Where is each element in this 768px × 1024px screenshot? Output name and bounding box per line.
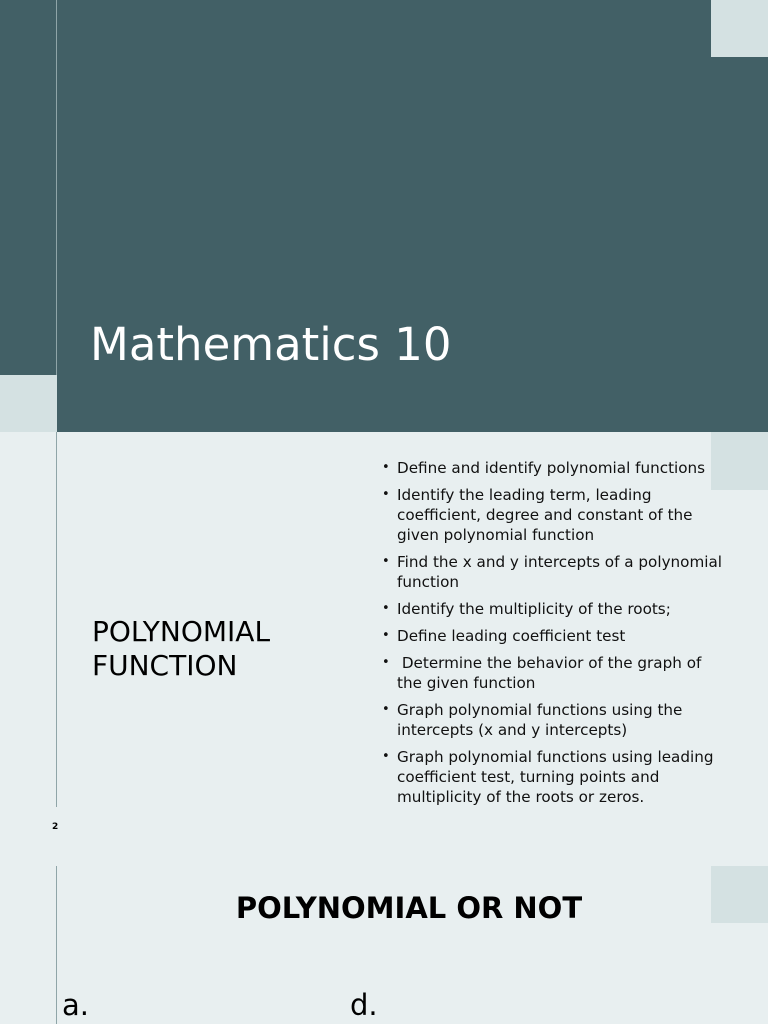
objectives-slide — [0, 432, 768, 866]
polynomial-or-not-slide — [0, 866, 768, 1024]
topic-title-line-1: POLYNOMIAL — [92, 615, 271, 648]
slide-heading: POLYNOMIAL OR NOT — [235, 891, 583, 925]
objective-item: • Graph polynomial functions using leading coefficient test, turning points and multiplicity of the roots or zeros. — [382, 747, 722, 807]
vertical-rule — [56, 432, 57, 807]
topic-title — [92, 615, 270, 683]
objective-item: • Find the x and y intercepts of a polynomial function — [382, 552, 722, 592]
objective-item: • Determine the behavior of the graph of the given function — [382, 653, 722, 693]
objective-item: • Identify the multiplicity of the roots; — [382, 599, 722, 619]
title-slide — [0, 0, 768, 432]
item-label-a: a. — [62, 988, 89, 1022]
objective-item: • Define and identify polynomial functions — [382, 458, 722, 478]
objective-item: • Graph polynomial functions using the intercepts (x and y intercepts) — [382, 700, 722, 740]
topic-title-line-2: FUNCTION — [92, 649, 238, 682]
objective-item: • Identify the leading term, leading coefficient, degree and constant of the given polynomial function — [382, 485, 722, 545]
item-label-d: d. — [350, 988, 378, 1022]
vertical-rule — [56, 0, 57, 375]
vertical-rule — [56, 866, 57, 1024]
objectives-list — [382, 458, 722, 814]
corner-accent-bottom-left — [0, 375, 57, 432]
slide-title: Mathematics 10 — [90, 318, 452, 371]
page-number: 2 — [52, 822, 59, 832]
corner-accent-top-right — [711, 0, 768, 57]
objective-item: • Define leading coefficient test — [382, 626, 722, 646]
